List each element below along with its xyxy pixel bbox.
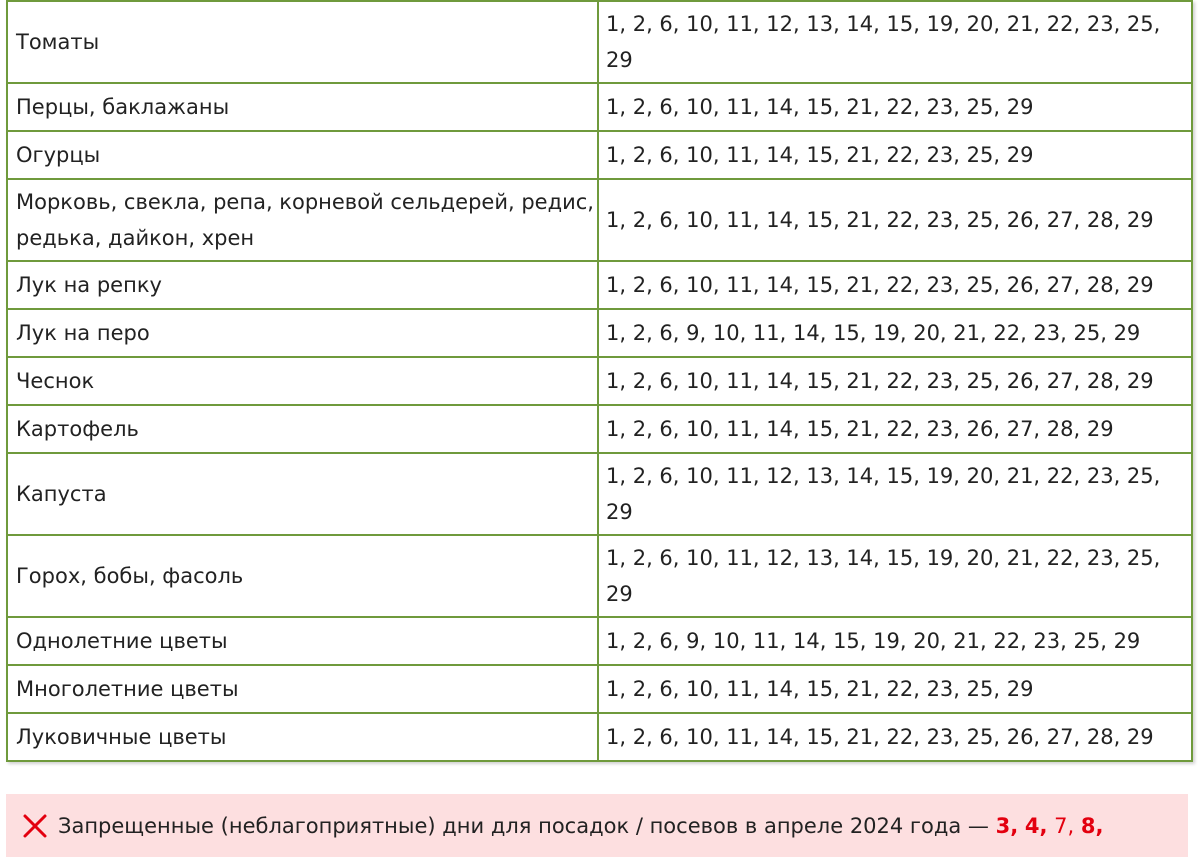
forbidden-days-notice [6,794,1188,857]
table-row [7,83,1192,131]
favorable-days-cell: 1, 2, 6, 10, 11, 14, 15, 21, 22, 23, 25, 26, 27, 28, 29 [598,179,1192,261]
crop-name-cell: Лук на перо [7,309,598,357]
favorable-days-cell: 1, 2, 6, 9, 10, 11, 14, 15, 19, 20, 21, 22, 23, 25, 29 [598,309,1192,357]
crop-name-cell: Луковичные цветы [7,713,598,761]
table-row [7,1,1192,83]
table-body [7,1,1192,761]
favorable-days-cell: 1, 2, 6, 9, 10, 11, 14, 15, 19, 20, 21, 22, 23, 25, 29 [598,617,1192,665]
crop-name-cell: Чеснок [7,357,598,405]
table-row [7,131,1192,179]
table-row [7,261,1192,309]
favorable-days-cell: 1, 2, 6, 10, 11, 12, 13, 14, 15, 19, 20, 21, 22, 23, 25, 29 [598,535,1192,617]
notice-text: Запрещенные (неблагоприятные) дни для посадок / посевов в апреле 2024 года — [58,813,989,838]
cross-mark-icon [22,813,48,839]
favorable-days-cell: 1, 2, 6, 10, 11, 12, 13, 14, 15, 19, 20, 21, 22, 23, 25, 29 [598,1,1192,83]
table-row [7,713,1192,761]
crop-name-cell: Перцы, баклажаны [7,83,598,131]
crop-name-cell: Капуста [7,453,598,535]
table-row [7,535,1192,617]
favorable-days-cell: 1, 2, 6, 10, 11, 14, 15, 21, 22, 23, 25, 29 [598,131,1192,179]
crop-name-cell: Огурцы [7,131,598,179]
forbidden-day-3: 7, [1054,813,1075,838]
table-row [7,617,1192,665]
favorable-days-cell: 1, 2, 6, 10, 11, 14, 15, 21, 22, 23, 26, 27, 28, 29 [598,405,1192,453]
crop-name-cell: Многолетние цветы [7,665,598,713]
crop-name-cell: Горох, бобы, фасоль [7,535,598,617]
table-row [7,405,1192,453]
table-row [7,309,1192,357]
crop-name-cell: Морковь, свекла, репа, корневой сельдерей, редис, редька, дайкон, хрен [7,179,598,261]
favorable-days-cell: 1, 2, 6, 10, 11, 14, 15, 21, 22, 23, 25, 26, 27, 28, 29 [598,713,1192,761]
favorable-days-cell: 1, 2, 6, 10, 11, 12, 13, 14, 15, 19, 20, 21, 22, 23, 25, 29 [598,453,1192,535]
favorable-days-cell: 1, 2, 6, 10, 11, 14, 15, 21, 22, 23, 25, 26, 27, 28, 29 [598,261,1192,309]
planting-table-wrapper [6,0,1188,762]
table-row [7,179,1192,261]
favorable-days-cell: 1, 2, 6, 10, 11, 14, 15, 21, 22, 23, 25, 26, 27, 28, 29 [598,357,1192,405]
forbidden-day-4: 8, [1080,813,1104,838]
forbidden-day-2: 4, [1024,813,1048,838]
crop-name-cell: Однолетние цветы [7,617,598,665]
forbidden-day-1: 3, [995,813,1019,838]
table-row [7,453,1192,535]
favorable-days-table [6,0,1193,762]
crop-name-cell: Картофель [7,405,598,453]
favorable-days-cell: 1, 2, 6, 10, 11, 14, 15, 21, 22, 23, 25, 29 [598,83,1192,131]
table-row [7,665,1192,713]
table-row [7,357,1192,405]
favorable-days-cell: 1, 2, 6, 10, 11, 14, 15, 21, 22, 23, 25, 29 [598,665,1192,713]
crop-name-cell: Томаты [7,1,598,83]
crop-name-cell: Лук на репку [7,261,598,309]
